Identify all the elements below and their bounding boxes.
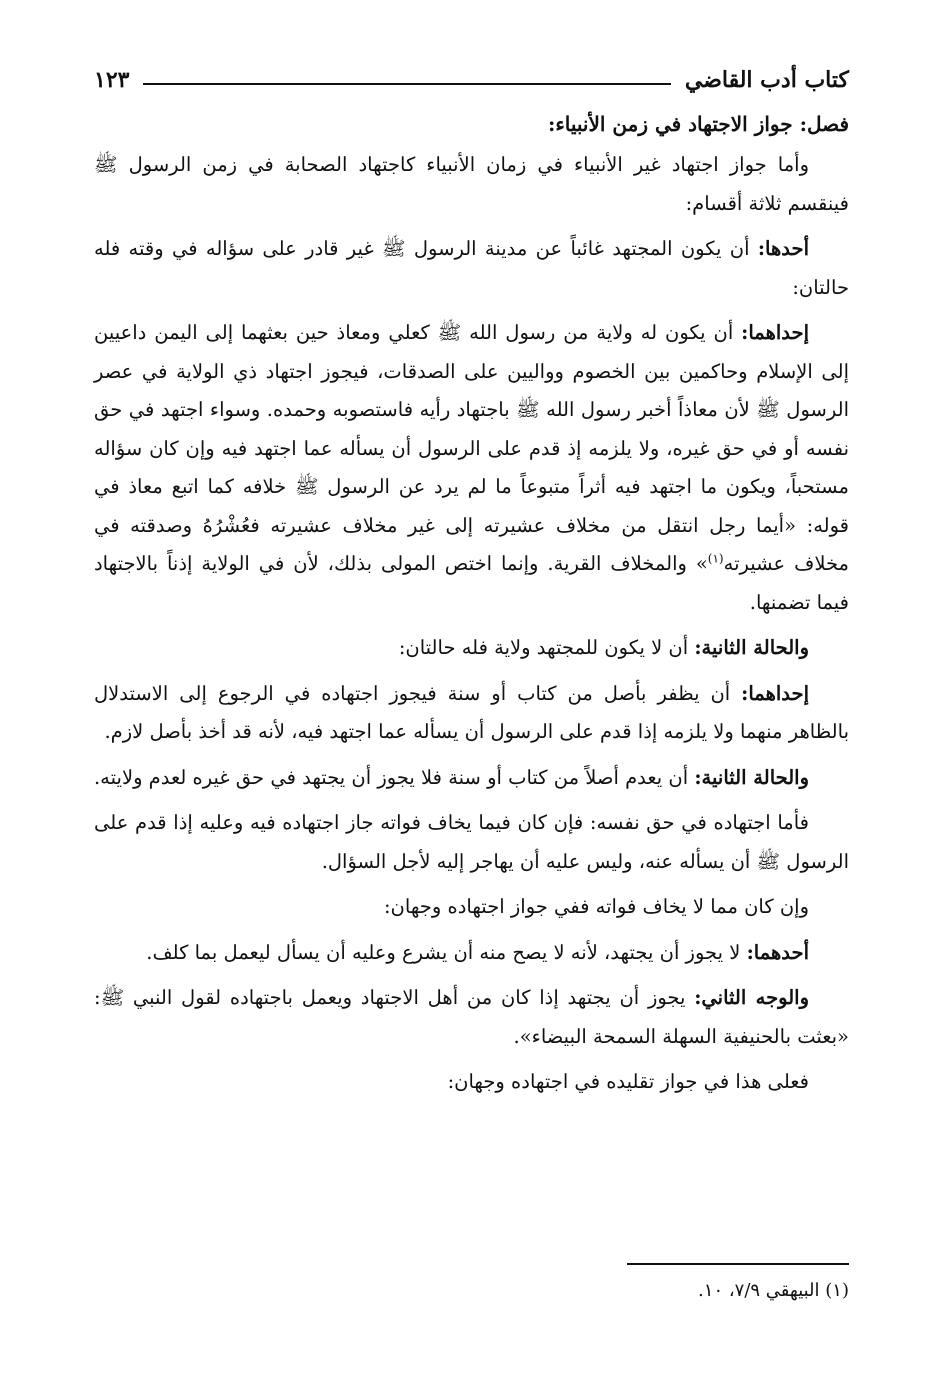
header-rule <box>143 83 670 85</box>
paragraph-text: وإن كان مما لا يخاف فواته ففي جواز اجتهاده وجهان: <box>383 895 809 918</box>
paragraph-text: يجوز أن يجتهد إذا كان من أهل الاجتهاد ويعمل باجتهاده لقول النبي ﷺ: «بعثت بالحنيفية السهلة السمحة البيضاء». <box>94 986 849 1048</box>
running-header <box>94 58 849 102</box>
section-title: فصل: جواز الاجتهاد في زمن الأنبياء: <box>547 112 849 136</box>
paragraph <box>94 979 849 1056</box>
paragraph-text: أن يكون المجتهد غائباً عن مدينة الرسول ﷺ غير قادر على سؤاله في وقته فله حالتان: <box>94 237 849 299</box>
paragraph <box>94 146 849 223</box>
paragraph-text: فأما اجتهاده في حق نفسه: فإن كان فيما يخاف فواته جاز اجتهاده فيه وعليه إذا قدم على الرسول ﷺ أن يسأله عنه، وليس عليه أن يهاجر إليه لأجل السؤال. <box>94 811 849 873</box>
paragraph <box>94 1063 849 1102</box>
paragraph-lead: والوجه الثاني: <box>694 986 809 1009</box>
paragraph-lead: أحدهما: <box>746 940 809 964</box>
paragraph-text: أن يظفر بأصل من كتاب أو سنة فيجوز اجتهاده في الرجوع إلى الاستدلال بالظاهر منهما ولا يلزمه إذا قدم على الرسول أن يسأله عما اجتهد فيه، لأنه قد أخذ بأصل لازم. <box>94 681 849 743</box>
paragraph-text: وأما جواز اجتهاد غير الأنبياء في زمان الأنبياء كاجتهاد الصحابة في زمن الرسول ﷺ فينقسم ثلاثة أقسام: <box>94 153 849 215</box>
paragraph-lead: والحالة الثانية: <box>694 765 809 789</box>
paragraph-text: أن يكون له ولاية من رسول الله ﷺ كعلي ومعاذ حين بعثهما إلى اليمن داعيين إلى الإسلام وحاكمين بين الخصوم وواليين على الصدقات، فيجوز اجتهاد ذي الولاية في عصر الرسول ﷺ لأن معاذاً أخبر رسول الله ﷺ باجتهاد رأيه فاستصوبه وحمده. وسواء اجتهد في حق نفسه أو في حق غيره، ولا يلزمه إذ قدم على الرسول أن يسأله عما اجتهد فيه وإن كان سؤاله مستحباً، ويكون ما اجتهد فيه أثراً متبوعاً ما لم يرد عن الرسول ﷺ خلافه كما اتبع معاذ في قوله: «أيما رجل انتقل من مخلاف عشيرته إلى غير مخلاف عشيرته فعُشْرُهُ وصدقته في مخلاف عشيرته <box>94 321 849 575</box>
paragraph-lead: إحداهما: <box>741 681 809 705</box>
paragraph-lead: أحدها: <box>757 237 809 260</box>
paragraph <box>94 629 849 668</box>
paragraph-text: لا يجوز أن يجتهد، لأنه لا يصح منه أن يشرع وعليه أن يسأل ليعمل بما كلف. <box>146 940 747 964</box>
page-number: ١٢٣ <box>94 67 130 93</box>
paragraph-lead: والحالة الثانية: <box>694 636 809 659</box>
paragraph-text: أن لا يكون للمجتهد ولاية فله حالتان: <box>398 636 695 659</box>
paragraph <box>94 314 849 622</box>
main-text <box>94 106 849 1102</box>
paragraph-text-continued: » والمخلاف القرية. وإنما اختص المولى بذلك، لأن في الولاية إذناً بالاجتهاد فيما تضمنها. <box>94 552 849 614</box>
footnote: (١) البيهقي ٧/٩، ١٠. <box>698 1280 849 1301</box>
paragraph-lead: إحداهما: <box>741 321 809 344</box>
paragraph <box>94 759 849 798</box>
paragraph-text: فعلى هذا في جواز تقليده في اجتهاده وجهان: <box>447 1070 809 1093</box>
paragraph-text: أن يعدم أصلاً من كتاب أو سنة فلا يجوز أن يجتهد في حق غيره لعدم ولايته. <box>93 765 695 789</box>
footnote-separator <box>627 1263 849 1265</box>
paragraph <box>94 230 849 307</box>
book-title: كتاب أدب القاضي <box>684 67 849 93</box>
paragraph <box>94 888 849 927</box>
paragraph <box>94 675 849 752</box>
footnote-marker[interactable]: (١) <box>707 551 724 566</box>
paragraph <box>94 934 849 973</box>
paragraph <box>94 804 849 881</box>
